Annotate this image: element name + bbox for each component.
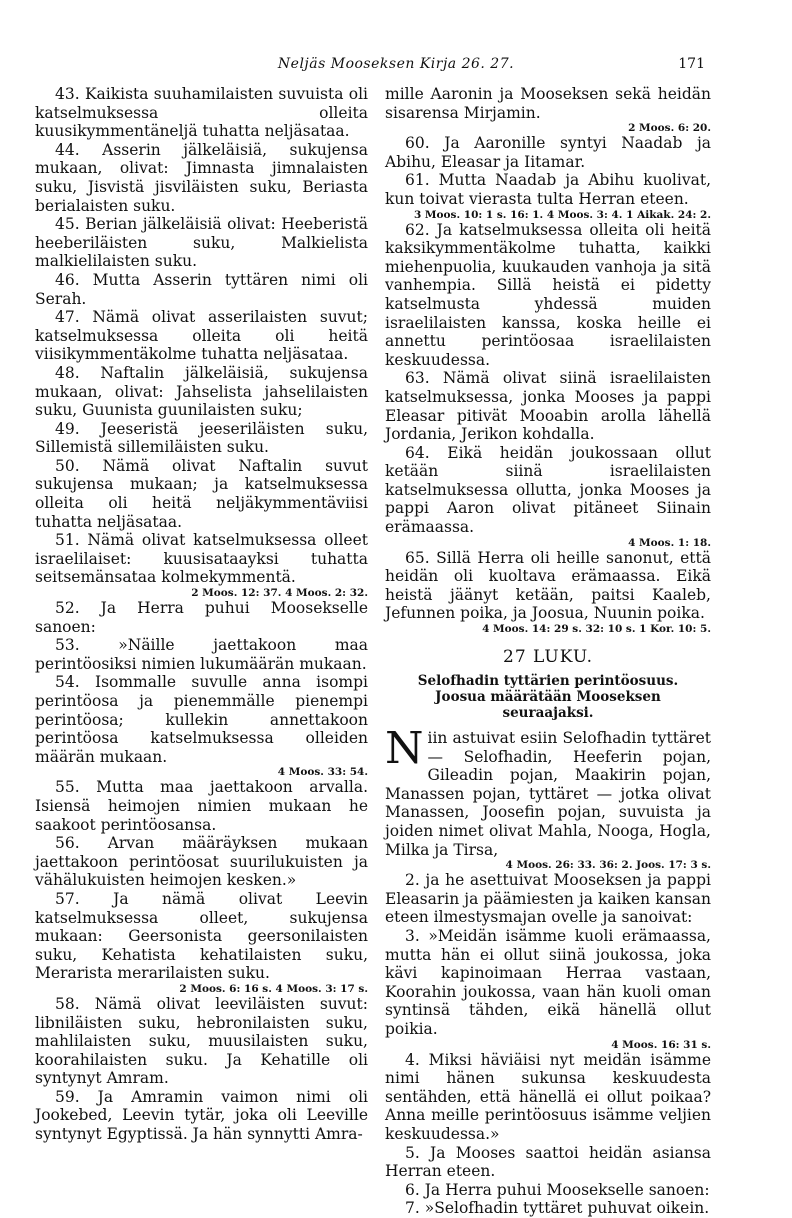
verse xyxy=(385,1144,711,1181)
verse xyxy=(35,599,368,636)
verse-reference: 2 Moos. 12: 37. 4 Moos. 2: 32. xyxy=(191,587,368,600)
chapter-summary: Selofhadin tyttärien perintöosuus. Joosua määrätään Mooseksen seuraajaksi. xyxy=(417,673,679,722)
verse-reference: 4 Moos. 26: 33. 36: 2. Joos. 17: 3 s. xyxy=(505,859,711,872)
verse-text: 48. Naftalin jälkeläisiä, sukujensa mukaan, olivat: Jahselista jahselilaisten suku, Guunista guunilaisten suku; xyxy=(35,363,368,420)
verse-text: 5. Ja Mooses saattoi heidän asiansa Herran eteen. xyxy=(385,1143,711,1181)
verse-text: 46. Mutta Asserin tyttären nimi oli Serah. xyxy=(35,270,368,308)
verse xyxy=(35,215,368,271)
verse-reference: 4 Moos. 14: 29 s. 32: 10 s. 1 Kor. 10: 5. xyxy=(482,623,711,636)
verse xyxy=(35,531,368,599)
verse-text: 49. Jeeseristä jeeseriläisten suku, Sillemistä sillemiläisten suku. xyxy=(35,419,368,457)
verse-text: 2. ja he asettuivat Mooseksen ja pappi Eleasarin ja päämiesten ja kaiken kansan eteen ilmestysmajan ovelle ja sanoivat: xyxy=(385,871,711,927)
verse xyxy=(35,141,368,215)
verse-reference: 2 Moos. 6: 20. xyxy=(628,122,711,135)
verse-text: 63. Nämä olivat siinä israelilaisten katselmuksessa, jonka Mooses ja pappi Eleasar pitivät Mooabin arolla lähellä Jordania, Jerikon kohdalla. xyxy=(385,369,711,444)
verse xyxy=(35,457,368,531)
verse xyxy=(35,420,368,457)
verse xyxy=(35,778,368,834)
page-header xyxy=(0,56,792,78)
verse xyxy=(35,308,368,364)
right-column-verses-top xyxy=(385,85,711,635)
verse xyxy=(385,549,711,635)
right-column-verses-bottom xyxy=(385,871,711,1218)
chapter-title: 27 LUKU. xyxy=(503,647,593,668)
verse xyxy=(385,927,711,1051)
verse xyxy=(385,1199,711,1218)
verse-reference: 4 Moos. 33: 54. xyxy=(277,766,368,779)
verse xyxy=(35,364,368,420)
verse xyxy=(35,85,368,141)
page-number: 171 xyxy=(678,56,705,72)
verse-text: 61. Mutta Naadab ja Abihu kuolivat, kun toivat vierasta tulta Herran eteen. xyxy=(385,171,711,208)
verse-text: 65. Sillä Herra oli heille sanonut, että heidän oli kuoltava erämaassa. Eikä heistä jäänyt ketään, paitsi Kaaleb, Jefunnen poika, ja Joosua, Nuunin poika. xyxy=(385,548,711,623)
verse xyxy=(385,85,711,134)
verse xyxy=(385,871,711,927)
verse-text: 60. Ja Aaronille syntyi Naadab ja Abihu, Eleasar ja Iitamar. xyxy=(385,134,711,171)
verse-reference: 4 Moos. 1: 18. xyxy=(628,536,711,549)
verse-text: 3. »Meidän isämme kuoli erämaassa, mutta hän ei ollut siinä joukossa, joka kävi kapinoimaan Herraa vastaan, Koorahin joukossa, vaan hän kuoli oman syntinsä tähden, eikä hänellä ollut poikia. xyxy=(385,926,711,1038)
verse xyxy=(35,1088,368,1144)
first-verse-text: iin astuivat esiin Selofhadin tyttäret — Selofhadin, Heeferin pojan, Gileadin pojan, Maakirin pojan, Manassen pojan, tyttäret — jotka olivat Manassen, Joosefin pojan, suvuista ja joiden nimet olivat Mahla, Nooga, Hogla, Milka ja Tirsa, xyxy=(385,729,711,859)
left-column xyxy=(35,85,368,1144)
verse xyxy=(385,171,711,220)
verse-text: 51. Nämä olivat katselmuksessa olleet israelilaiset: kuusisataayksi tuhatta seitsemänsataa kolmekymmentä. xyxy=(35,531,368,587)
right-column xyxy=(385,85,711,1218)
verse-text: 57. Ja nämä olivat Leevin katselmuksessa olleet, sukujensa mukaan: Geersonista geersonilaisten suku, Kehatista kehatilaisten suku, Merarista merarilaisten suku. xyxy=(35,889,368,983)
verse-text: 43. Kaikista suuhamilaisten suvuista oli katselmuksessa olleita kuusikymmentäneljä tuhatta neljäsataa. xyxy=(35,85,368,141)
verse-text: 44. Asserin jälkeläisiä, sukujensa mukaan, olivat: Jimnasta jimnalaisten suku, Jisvistä jisviläisten suku, Beriasta berialaisten suku. xyxy=(35,140,368,215)
verse xyxy=(35,673,368,778)
verse-reference: 2 Moos. 6: 16 s. 4 Moos. 3: 17 s. xyxy=(179,982,368,995)
verse-reference: 4 Moos. 16: 31 s. xyxy=(611,1038,711,1051)
verse-text: 56. Arvan määräyksen mukaan jaettakoon perintöosat suurilukuisten ja vähälukuisten heimojen kesken.» xyxy=(35,834,368,890)
verse xyxy=(385,1051,711,1144)
verse-text: 53. »Näille jaettakoon maa perintöosiksi nimien lukumäärän mukaan. xyxy=(35,636,368,673)
verse-text: 7. »Selofhadin tyttäret puhuvat oikein. xyxy=(405,1199,710,1218)
verse xyxy=(385,444,711,549)
verse-text: 62. Ja katselmuksessa olleita oli heitä kaksikymmentäkolme tuhatta, kaikki miehenpuolia, kuukauden vanhoja ja sitä vanhempia. Sillä heistä ei pidetty katselmusta yhdessä muiden israelilaisten kanssa, koska heille ei annettu perintöosaa israelilaisten keskuudessa. xyxy=(385,220,711,369)
verse xyxy=(385,221,711,370)
verse-text: 47. Nämä olivat asserilaisten suvut; katselmuksessa olleita oli heitä viisikymmentäkolme tuhatta neljäsataa. xyxy=(35,308,368,364)
verse-text: 6. Ja Herra puhui Moosekselle sanoen: xyxy=(405,1180,710,1199)
verse-text: 64. Eikä heidän joukossaan ollut ketään siinä israelilaisten katselmuksessa ollutta, jonka Mooses ja pappi Aaron olivat pitäneet Siinain erämaassa. xyxy=(385,443,711,537)
verse-text: 58. Nämä olivat leeviläisten suvut: libniläisten suku, hebronilaisten suku, mahlilaisten suku, muusilaisten suku, koorahilaisten suku. Ja Kehatille oli syntynyt Amram. xyxy=(35,994,368,1088)
verse-text: 52. Ja Herra puhui Moosekselle sanoen: xyxy=(35,599,368,636)
verse xyxy=(385,1181,711,1200)
verse xyxy=(35,271,368,308)
verse xyxy=(35,636,368,673)
verse-text: 55. Mutta maa jaettakoon arvalla. Isiensä heimojen nimien mukaan he saakoot perintöosansa. xyxy=(35,778,368,834)
verse-text: 45. Berian jälkeläisiä olivat: Heeberistä heeberiläisten suku, Malkielista malkielilaisten suku. xyxy=(35,215,368,271)
verse xyxy=(35,834,368,890)
running-title: Neljäs Mooseksen Kirja 26. 27. xyxy=(277,56,515,72)
verse-reference: 3 Moos. 10: 1 s. 16: 1. 4 Moos. 3: 4. 1 Aikak. 24: 2. xyxy=(413,208,711,221)
verse-text: 50. Nämä olivat Naftalin suvut sukujensa mukaan; ja katselmuksessa olleita oli heitä neljäkymmentäviisi tuhatta neljäsataa. xyxy=(35,456,368,531)
chapter-first-verse xyxy=(385,723,711,872)
verse xyxy=(35,995,368,1088)
verse-text: 59. Ja Amramin vaimon nimi oli Jookebed, Leevin tytär, joka oli Leeville syntynyt Egyptissä. Ja hän synnytti Amra- xyxy=(35,1087,368,1144)
verse xyxy=(385,134,711,171)
verse xyxy=(385,369,711,443)
drop-cap: N xyxy=(385,723,424,775)
verse-text: 54. Isommalle suvulle anna isompi perintöosa ja pienemmälle pienempi perintöosa; kullekin annettakoon perintöosa katselmuksessa olleiden määrän mukaan. xyxy=(35,673,368,766)
verse-text: 4. Miksi häviäisi nyt meidän isämme nimi hänen sukunsa keskuudesta sentähden, että hänellä ei ollut poikaa? Anna meille perintöosuus isämme veljien keskuudessa.» xyxy=(385,1050,711,1143)
verse xyxy=(35,890,368,995)
verse-text: mille Aaronin ja Mooseksen sekä heidän sisarensa Mirjamin. xyxy=(385,85,711,122)
